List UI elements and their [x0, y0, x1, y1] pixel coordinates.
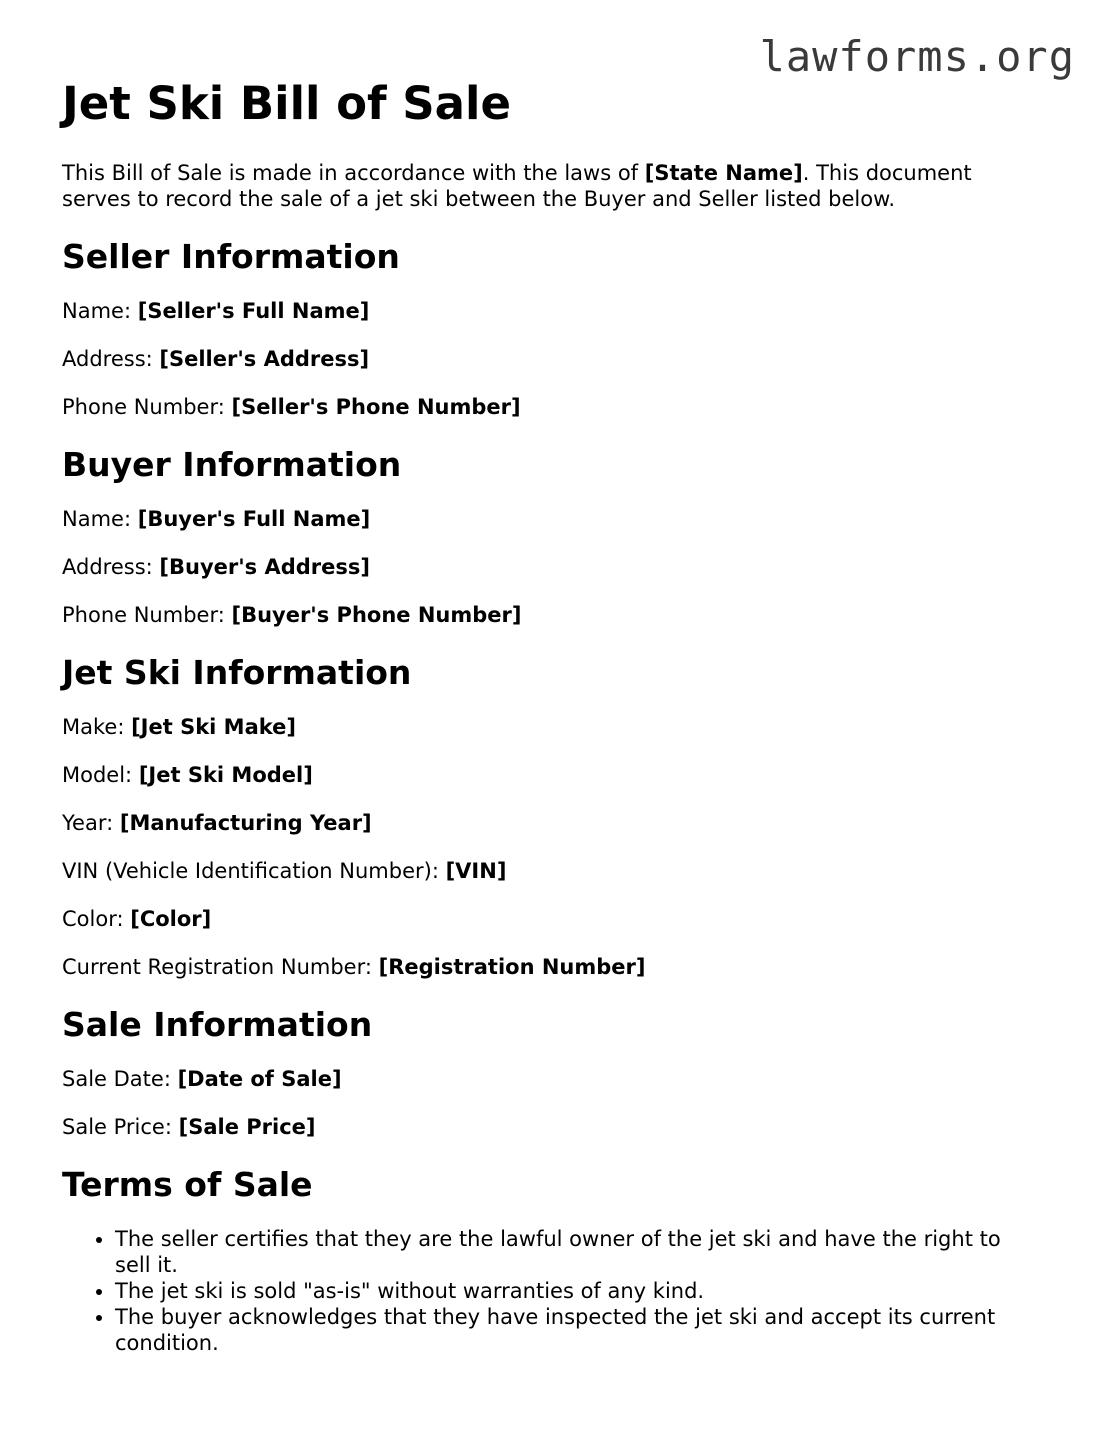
field-label: Address: [62, 346, 160, 371]
jetski-heading: Jet Ski Information [62, 652, 412, 692]
seller-name-field [62, 298, 1042, 324]
buyer-heading: Buyer Information [62, 444, 402, 484]
document-title: Jet Ski Bill of Sale [62, 77, 511, 130]
buyer-address-field [62, 554, 1042, 580]
intro-text-after: . This document serves to record the sale of a jet ski between the Buyer and Seller listed below. [62, 160, 972, 211]
seller-address-field [62, 346, 1042, 372]
field-value: [Date of Sale] [177, 1066, 342, 1091]
field-value: [Buyer's Full Name] [137, 506, 371, 531]
field-value: [Seller's Phone Number] [231, 394, 521, 419]
field-label: VIN (Vehicle Identification Number): [62, 858, 446, 883]
field-value: [Sale Price] [178, 1114, 316, 1139]
buyer-name-field [62, 506, 1042, 532]
sale-heading: Sale Information [62, 1004, 373, 1044]
field-value: [Jet Ski Model] [138, 762, 313, 787]
jetski-make-field [62, 714, 1042, 740]
field-label: Name: [62, 298, 138, 323]
state-name-placeholder: [State Name] [644, 160, 803, 185]
field-value: [Jet Ski Make] [131, 714, 296, 739]
field-value: [Color] [130, 906, 212, 931]
field-value: [VIN] [445, 858, 507, 883]
intro-paragraph [62, 160, 1042, 212]
list-item: • The buyer acknowledges that they have inspected the jet ski and accept its current condition. [115, 1304, 1042, 1356]
terms-section [62, 1166, 1042, 1356]
field-value: [Seller's Address] [159, 346, 370, 371]
jetski-vin-field [62, 858, 1042, 884]
seller-heading: Seller Information [62, 236, 400, 276]
field-label: Sale Price: [62, 1114, 179, 1139]
field-label: Address: [62, 554, 160, 579]
list-item: • The seller certifies that they are the lawful owner of the jet ski and have the right to sell it. [115, 1226, 1042, 1278]
buyer-phone-field [62, 602, 1042, 628]
field-label: Current Registration Number: [62, 954, 379, 979]
watermark-logo: lawforms.org [759, 32, 1075, 81]
field-value: [Registration Number] [378, 954, 646, 979]
field-label: Color: [62, 906, 131, 931]
sale-price-field [62, 1114, 1042, 1140]
document-page [62, 78, 1042, 1356]
jetski-year-field [62, 810, 1042, 836]
field-label: Phone Number: [62, 602, 232, 627]
field-label: Name: [62, 506, 138, 531]
field-label: Year: [62, 810, 120, 835]
jetski-color-field [62, 906, 1042, 932]
jetski-section [62, 654, 1042, 980]
field-value: [Seller's Full Name] [137, 298, 370, 323]
sale-date-field [62, 1066, 1042, 1092]
field-value: [Buyer's Phone Number] [231, 602, 522, 627]
field-label: Make: [62, 714, 132, 739]
buyer-section [62, 446, 1042, 628]
jetski-registration-field [62, 954, 1042, 980]
field-value: [Manufacturing Year] [119, 810, 372, 835]
sale-section [62, 1006, 1042, 1140]
field-value: [Buyer's Address] [159, 554, 370, 579]
field-label: Model: [62, 762, 139, 787]
seller-phone-field [62, 394, 1042, 420]
jetski-model-field [62, 762, 1042, 788]
field-label: Phone Number: [62, 394, 232, 419]
terms-list [62, 1226, 1042, 1356]
field-label: Sale Date: [62, 1066, 178, 1091]
terms-heading: Terms of Sale [62, 1164, 313, 1204]
intro-text-before: This Bill of Sale is made in accordance with the laws of [62, 160, 645, 185]
seller-section [62, 238, 1042, 420]
list-item: • The jet ski is sold "as-is" without warranties of any kind. [115, 1278, 1042, 1304]
